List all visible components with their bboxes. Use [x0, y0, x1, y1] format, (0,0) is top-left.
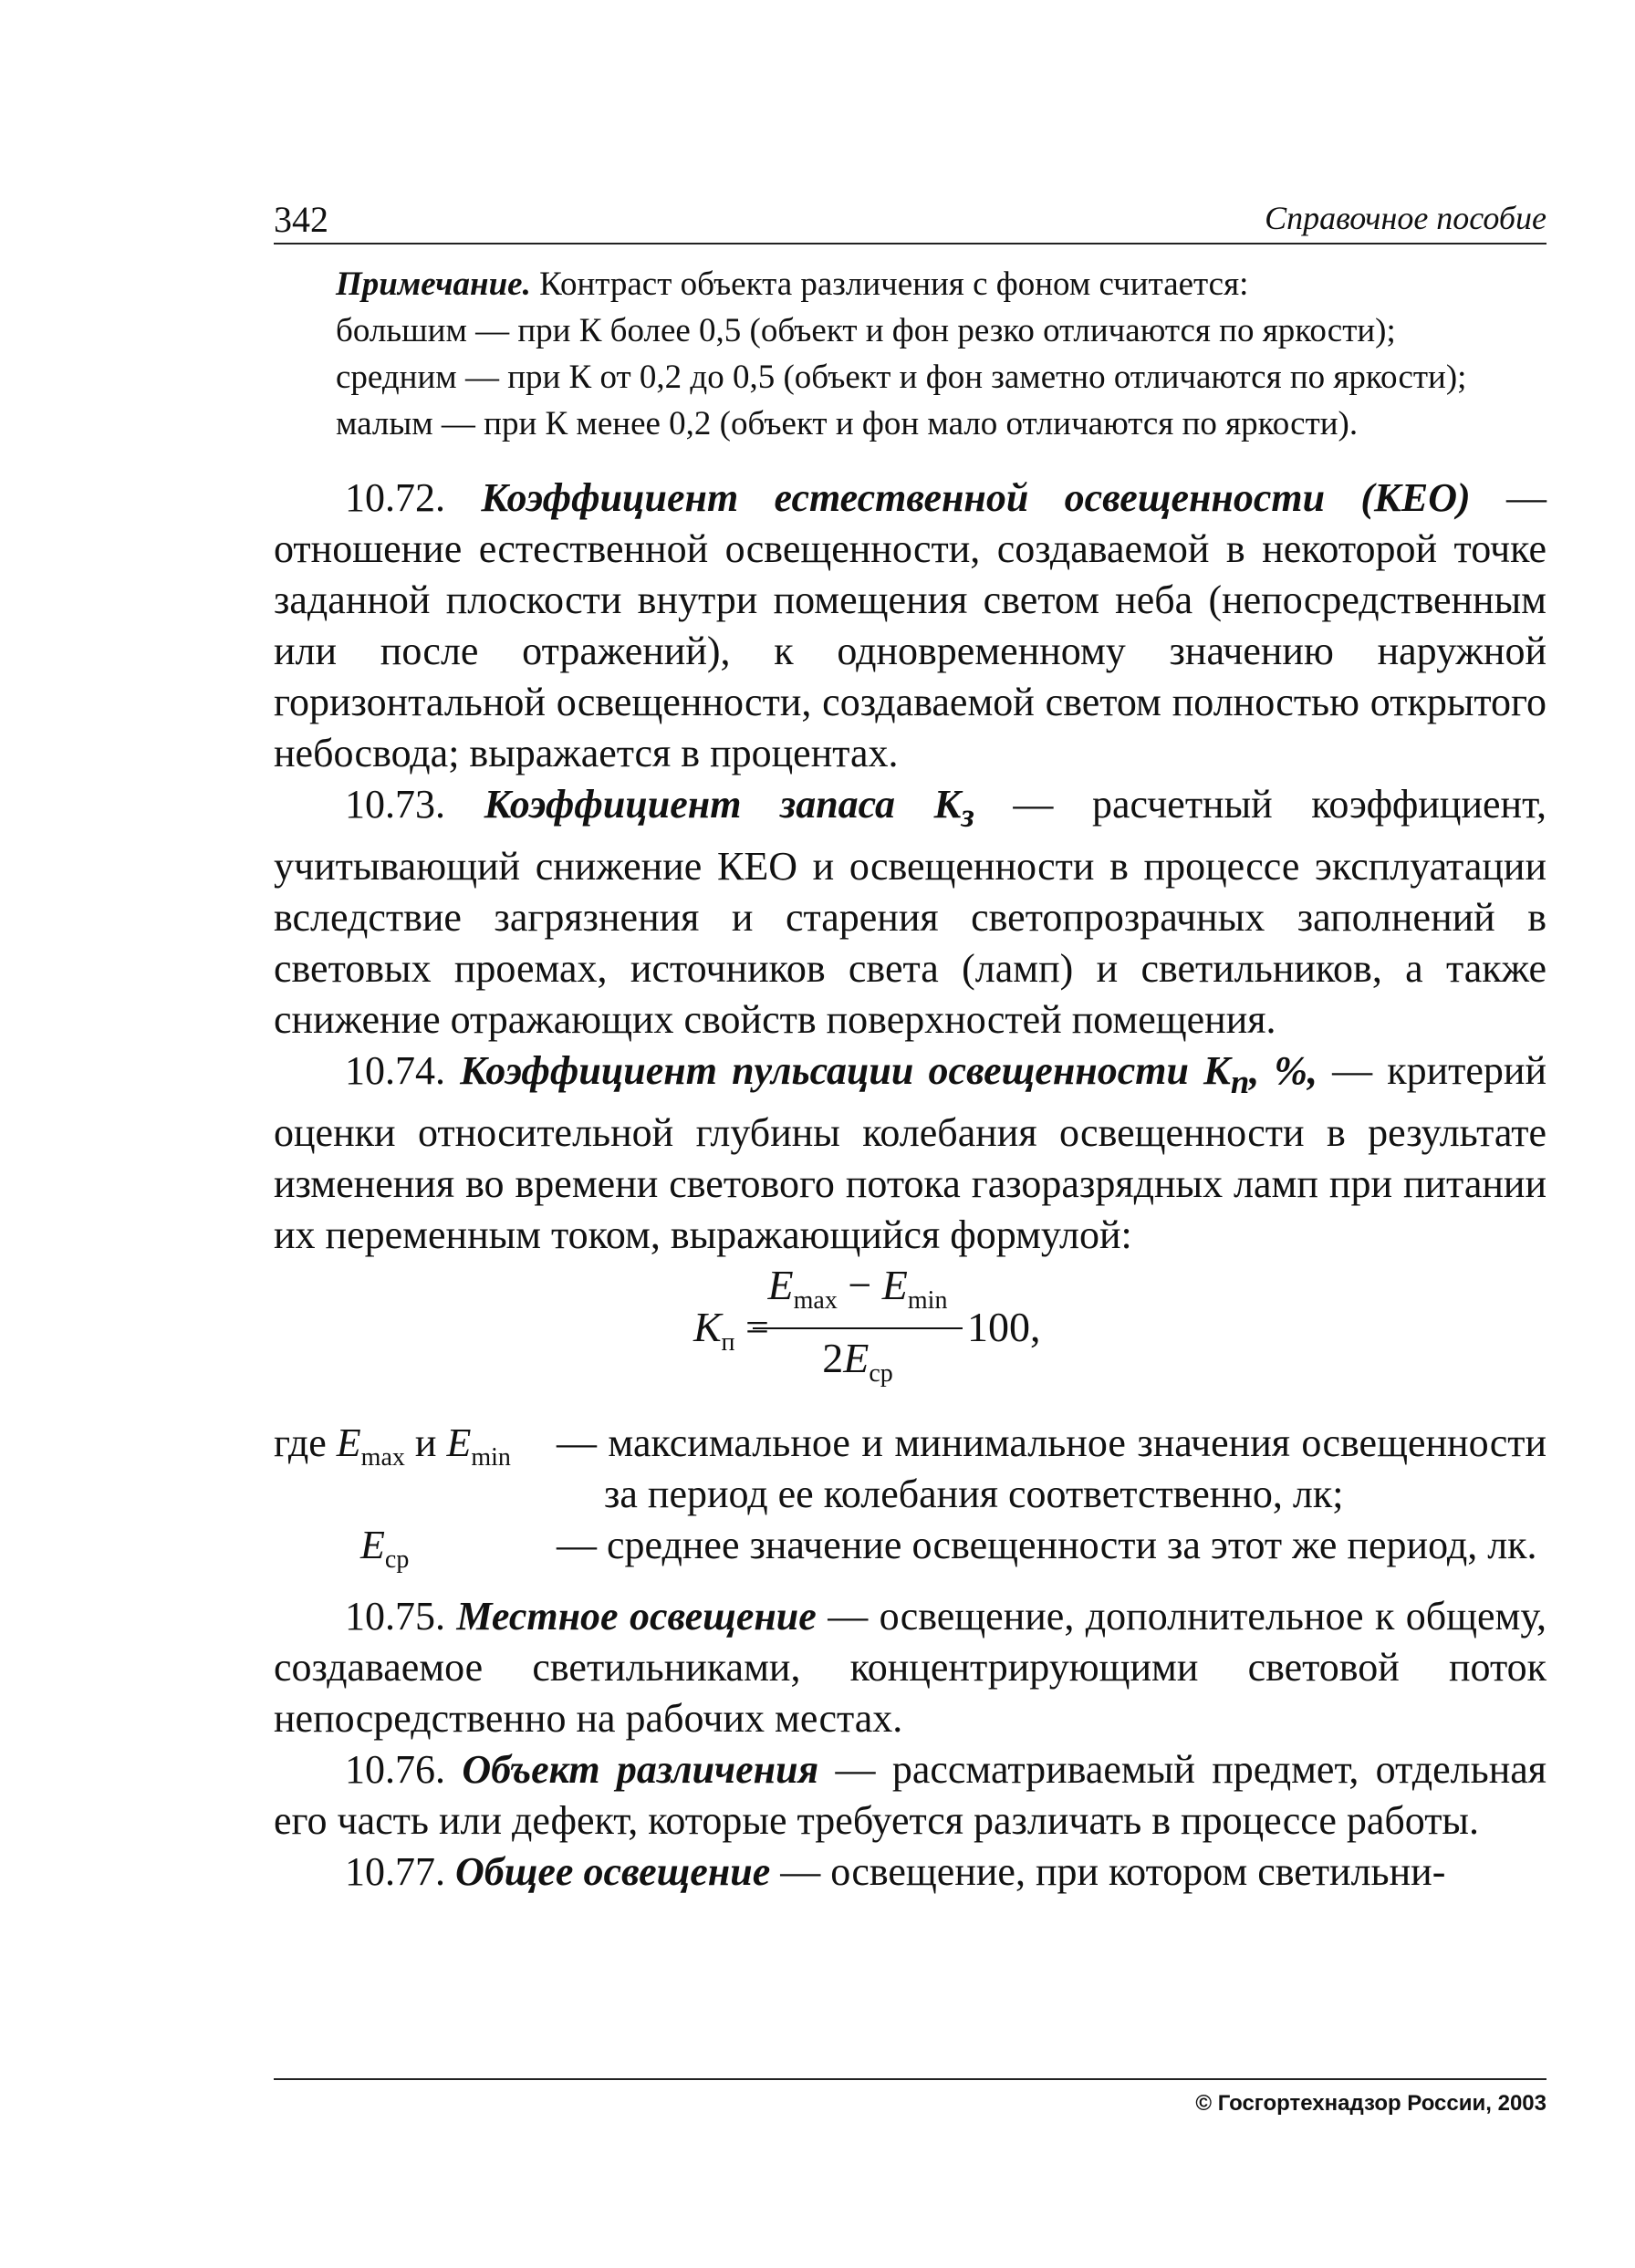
- note-item: малым — при К менее 0,2 (объект и фон мало отличаются по яркости).: [336, 405, 1359, 442]
- copyright: © Госгортехнадзор России, 2003: [1195, 2091, 1546, 2116]
- page-footer: [274, 2078, 1546, 2116]
- pulsation-formula: [274, 1261, 1546, 1398]
- formula-rhs: 100,: [967, 1303, 1041, 1350]
- legend-row: [274, 1520, 1546, 1574]
- definition-text: — освещение, при котором светильни-: [770, 1848, 1446, 1894]
- definition-10-76: [274, 1744, 1546, 1847]
- section-number: 10.77.: [345, 1848, 455, 1894]
- section-number: 10.72.: [345, 475, 482, 520]
- definition-text: — освещение, дополнительное к общему, создаваемое светильниками, концентрирующими световой поток непосредственно на рабочих местах.: [274, 1593, 1547, 1741]
- section-number: 10.73.: [345, 782, 484, 827]
- note-item: большим — при К более 0,5 (объект и фон резко отличаются по яркости);: [336, 312, 1396, 349]
- legend-description: — максимальное и минимальное значения освещенности за период ее колебания соответственно, лк;: [557, 1420, 1546, 1516]
- term: Коэффициент запаса $К_з$: [484, 782, 974, 834]
- legend-row: [274, 1418, 1546, 1520]
- formula-legend: [274, 1418, 1546, 1574]
- definition-text: — рассматриваемый предмет, отдельная его часть или дефект, которые требуется различать в процессе работы.: [274, 1746, 1547, 1843]
- formula-lhs: $К_п$ =: [693, 1303, 769, 1357]
- section-number: 10.76.: [345, 1746, 463, 1792]
- definition-text: — расчетный коэффициент, учитывающий снижение КЕО и освещенности в процессе эксплуатации вследствие загрязнения и старения светопрозрачных заполнений в световых проемах, источников света (ламп) и светильников, а также снижение отражающих свойств поверхностей помещения.: [274, 782, 1546, 1042]
- section-number: 10.75.: [345, 1593, 457, 1639]
- note-label: Примечание.: [336, 265, 531, 303]
- term: Коэффициент естественной освещенности (КЕО): [481, 475, 1471, 520]
- formula-fraction: [753, 1261, 963, 1403]
- page-number: 342: [274, 199, 328, 240]
- formula-denominator: $2E_{ср}$: [822, 1334, 893, 1388]
- definition-text: — критерий оценки относительной глубины колебания освещенности в результате изменения во времени светового потока газоразрядных ламп при питании их переменным током, выражающийся формулой:: [274, 1047, 1547, 1257]
- section-number: 10.74.: [345, 1047, 461, 1093]
- formula-numerator: $E_{max} - E_{min}$: [753, 1261, 963, 1329]
- page-header: [274, 182, 1546, 244]
- term: Коэффициент пульсации освещенности $К_п$, %,: [460, 1047, 1318, 1100]
- page: [274, 182, 1546, 1898]
- definitions: [274, 473, 1546, 1898]
- legend-description: — среднее значение освещенности за этот же период, лк.: [557, 1522, 1537, 1567]
- note-block: [274, 261, 1546, 447]
- running-title: Справочное пособие: [1265, 200, 1546, 236]
- term: Объект различения: [462, 1746, 819, 1792]
- definition-10-73: [274, 779, 1546, 1046]
- definition-10-72: [274, 473, 1546, 779]
- note-item: средним — при К от 0,2 до 0,5 (объект и фон заметно отличаются по яркости);: [336, 359, 1467, 396]
- term: Общее освещение: [455, 1848, 771, 1894]
- definition-10-74: [274, 1046, 1546, 1261]
- definition-10-75: [274, 1591, 1546, 1744]
- definition-10-77: [274, 1847, 1546, 1898]
- term: Местное освещение: [456, 1593, 817, 1639]
- note-intro: Примечание. Контраст объекта различения с фоном считается:: [336, 265, 1249, 303]
- legend-symbols: где $E_{max}$ и $E_{min}$: [274, 1420, 511, 1472]
- definition-text: — отношение естественной освещенности, создаваемой в некоторой точке заданной плоскости внутри помещения светом неба (непосредственным или после отражений), к одновременному значению наружной горизонтальной освещенности, создаваемой светом полностью открытого небосвода; выражается в процентах.: [274, 475, 1546, 775]
- legend-symbols: $E_{ср}$: [360, 1522, 410, 1574]
